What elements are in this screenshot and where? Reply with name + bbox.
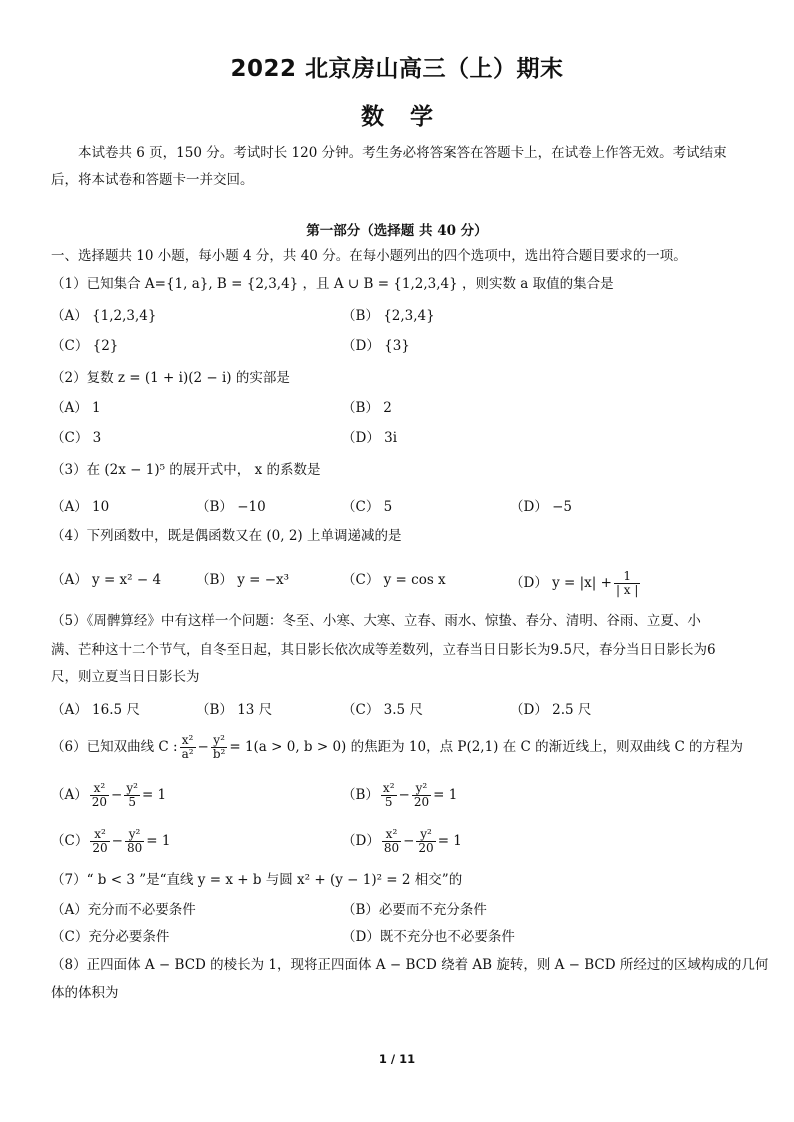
q7-option-d: （D）既不充分也不必要条件 — [342, 929, 515, 945]
q6c-frac-y — [125, 828, 144, 855]
question-5-stem-line-2: 满、芒种这十二个节气，自冬至日起，其日影长依次成等差数列，立春当日日影长为9.5尺，春分当日日影长为6 — [51, 642, 716, 658]
q2-option-a: （A） 1 — [51, 400, 101, 416]
q6-option-b — [342, 782, 457, 809]
instruction-line-1: 本试卷共 6 页，150 分。考试时长 120 分钟。考生务必将答案答在答题卡上，在试卷上作答无效。考试结束 — [78, 145, 727, 161]
question-5-stem-line-3: 尺，则立夏当日日影长为 — [51, 669, 200, 685]
q7-option-c: （C）充分必要条件 — [51, 929, 170, 945]
q4-option-b: （B） y = −x³ — [196, 572, 290, 588]
q6b-frac-x — [381, 782, 397, 809]
question-8-stem-line-2: 体的体积为 — [51, 985, 119, 1001]
q6c-x2: x² — [90, 828, 109, 842]
question-7-stem: （7）“ b < 3 ”是“直线 y = x + b 与圆 x² + (y − 1)² = 2 相交”的 — [51, 872, 463, 888]
q6-option-d-label: （D） — [342, 833, 380, 849]
q1-option-c: （C） {2} — [51, 338, 119, 354]
q6d-frac-y — [416, 828, 435, 855]
question-8-stem-line-1: （8）正四面体 A − BCD 的棱长为 1，现将正四面体 A − BCD 绕着 AB 旋转，则 A − BCD 所经过的区域构成的几何 — [51, 957, 769, 973]
q3-option-a: （A） 10 — [51, 499, 110, 515]
q6-option-d — [342, 828, 462, 855]
q7-option-a: （A）充分而不必要条件 — [51, 902, 196, 918]
q6-option-c — [51, 828, 170, 855]
q6b-minus: − — [398, 787, 410, 803]
q1-option-b: （B） {2,3,4} — [342, 308, 435, 324]
q1-option-a: （A） {1,2,3,4} — [51, 308, 157, 324]
question-4-stem: （4）下列函数中，既是偶函数又在 (0, 2) 上单调递减的是 — [51, 528, 402, 544]
q6-frac-y — [211, 734, 228, 761]
q6c-minus: − — [111, 833, 123, 849]
q6d-x2: x² — [382, 828, 401, 842]
q6c-eq: = 1 — [146, 833, 171, 849]
q6d-frac-x — [382, 828, 401, 855]
q4-fraction-num: 1 — [614, 570, 640, 584]
q6d-y2: y² — [416, 828, 435, 842]
q2-option-d: （D） 3i — [342, 430, 398, 446]
q4-option-c: （C） y = cos x — [342, 572, 446, 588]
q6d-minus: − — [403, 833, 415, 849]
q6c-den-y: 80 — [126, 841, 143, 855]
q6-stem-a: （6）已知双曲线 C : — [51, 739, 178, 755]
q5-option-b: （B） 13 尺 — [196, 702, 273, 718]
question-3-stem: （3）在 (2x − 1)⁵ 的展开式中， x 的系数是 — [51, 462, 321, 478]
q6a-frac-x — [90, 782, 109, 809]
page-number: 1 / 11 — [378, 1052, 416, 1066]
q6c-y2: y² — [125, 828, 144, 842]
q5-option-d: （D） 2.5 尺 — [510, 702, 592, 718]
exam-title: 2022 北京房山高三（上）期末 — [230, 56, 564, 82]
q2-option-b: （B） 2 — [342, 400, 392, 416]
q5-option-a: （A） 16.5 尺 — [51, 702, 140, 718]
q2-option-c: （C） 3 — [51, 430, 102, 446]
instruction-line-2: 后，将本试卷和答题卡一并交回。 — [51, 172, 254, 188]
q6a-eq: = 1 — [141, 787, 167, 803]
q6b-eq: = 1 — [433, 787, 458, 803]
q6-option-b-label: （B） — [342, 787, 379, 803]
q6-stem-b: = 1(a > 0, b > 0) 的焦距为 10，点 P(2,1) 在 C 的渐近线上，则双曲线 C 的方程为 — [229, 739, 744, 755]
question-6-stem — [51, 734, 743, 761]
section-intro: 一、选择题共 10 小题，每小题 4 分，共 40 分。在每小题列出的四个选项中，选出符合题目要求的一项。 — [51, 248, 687, 264]
q6-frac-y-den: b² — [212, 747, 226, 761]
q6d-eq: = 1 — [437, 833, 462, 849]
q1-option-d: （D） {3} — [342, 338, 410, 354]
q6-minus: − — [197, 739, 209, 755]
q4-option-d-text: （D） y = |x| + — [510, 575, 612, 591]
q6d-den-x: 80 — [383, 841, 400, 855]
q6b-den-x: 5 — [384, 795, 393, 809]
q6-frac-x — [180, 734, 196, 761]
q5-option-c: （C） 3.5 尺 — [342, 702, 423, 718]
q6a-minus: − — [111, 787, 123, 803]
q6-frac-x-den: a² — [181, 747, 194, 761]
q6-option-c-label: （C） — [51, 833, 89, 849]
q6-option-a — [51, 782, 166, 809]
q6-frac-x-num: x² — [180, 734, 196, 748]
q6b-den-y: 20 — [413, 795, 430, 809]
q4-option-d — [510, 570, 642, 597]
question-5-stem-line-1: （5）《周髀算经》中有这样一个问题：冬至、小寒、大寒、立春、雨水、惊蛰、春分、清明、谷雨、立夏、小 — [51, 613, 701, 629]
q7-option-b: （B）必要而不充分条件 — [342, 902, 487, 918]
q6c-den-x: 20 — [92, 841, 108, 855]
q6c-frac-x — [90, 828, 109, 855]
q6a-y2: y² — [126, 781, 138, 795]
q3-option-c: （C） 5 — [342, 499, 393, 515]
q6b-y2: y² — [412, 782, 431, 796]
q4-option-a: （A） y = x² − 4 — [51, 572, 162, 588]
q3-option-b: （B） −10 — [196, 499, 266, 515]
q6-option-a-label: （A） — [51, 787, 88, 803]
question-1-stem: （1）已知集合 A={1, a}, B = {2,3,4} ，且 A ∪ B = {1,2,3,4} ，则实数 a 取值的集合是 — [51, 276, 614, 292]
q6-frac-y-num: y² — [211, 734, 228, 748]
q6a-den-y: 5 — [128, 795, 136, 809]
q6a-frac-y — [124, 782, 140, 809]
q6d-den-y: 20 — [418, 841, 434, 855]
section-title: 第一部分（选择题 共 40 分） — [306, 223, 488, 239]
q4-fraction — [614, 570, 640, 597]
question-2-stem: （2）复数 z = (1 + i)(2 − i) 的实部是 — [51, 370, 290, 386]
q4-fraction-den: | x | — [615, 583, 639, 597]
subject-title: 数学 — [361, 104, 459, 130]
q6b-frac-y — [412, 782, 431, 809]
q6a-x2: x² — [90, 782, 109, 796]
q6a-den-x: 20 — [91, 795, 108, 809]
q3-option-d: （D） −5 — [510, 499, 573, 515]
q6b-x2: x² — [382, 781, 395, 795]
